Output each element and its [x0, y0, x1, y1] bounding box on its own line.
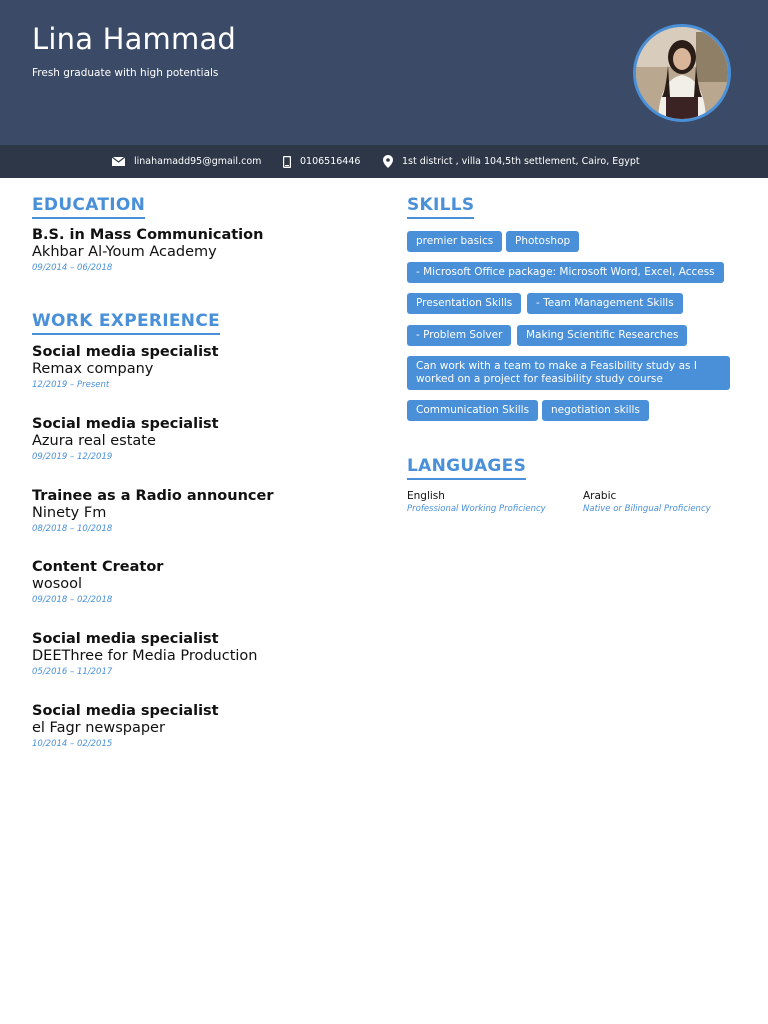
skill-tag: Communication Skills [407, 400, 538, 421]
degree-title: B.S. in Mass Communication [32, 227, 264, 243]
work-entry [32, 416, 372, 464]
work-entry [32, 559, 372, 607]
job-title: Trainee as a Radio announcer [32, 488, 274, 504]
skill-tag: - Microsoft Office package: Microsoft Word, Excel, Access [407, 262, 724, 283]
work-entry [32, 488, 372, 536]
company-name: Azura real estate [32, 433, 156, 449]
candidate-tagline: Fresh graduate with high potentials [32, 67, 219, 79]
skill-tag: negotiation skills [542, 400, 649, 421]
skill-tag: premier basics [407, 231, 502, 252]
job-date: 05/2016 – 11/2017 [32, 667, 113, 677]
company-name: el Fagr newspaper [32, 720, 165, 736]
job-date: 09/2018 – 02/2018 [32, 595, 113, 605]
location-pin-icon [383, 155, 393, 168]
job-date: 12/2019 – Present [32, 380, 110, 390]
contact-bar [0, 145, 768, 178]
languages-heading: LANGUAGES [407, 456, 526, 480]
skill-tag: Presentation Skills [407, 293, 521, 314]
job-title: Content Creator [32, 559, 164, 575]
language-name: Arabic [583, 490, 617, 502]
job-title: Social media specialist [32, 416, 219, 432]
profile-photo-image [636, 27, 728, 119]
skill-tag: - Problem Solver [407, 325, 511, 346]
email-text: linahamadd95@gmail.com [134, 156, 262, 167]
language-entry [407, 489, 577, 515]
skills-heading: SKILLS [407, 195, 474, 219]
skill-tag: Making Scientific Researches [517, 325, 687, 346]
address-text: 1st district , villa 104,5th settlement, Cairo, Egypt [402, 156, 640, 167]
company-name: wosool [32, 576, 83, 592]
contact-phone[interactable] [283, 145, 360, 178]
email-icon [112, 157, 125, 166]
work-entry [32, 631, 372, 679]
education-entry [32, 227, 372, 275]
resume-header [0, 0, 768, 145]
job-title: Social media specialist [32, 631, 219, 647]
company-name: Ninety Fm [32, 505, 107, 521]
school-name: Akhbar Al-Youm Academy [32, 244, 217, 260]
mobile-phone-icon [283, 156, 291, 168]
education-heading: EDUCATION [32, 195, 145, 219]
skill-tag: Can work with a team to make a Feasibility study as I worked on a project for feasibility study course [407, 356, 730, 390]
education-date: 09/2014 – 06/2018 [32, 263, 113, 273]
language-name: English [407, 490, 445, 502]
profile-photo [633, 24, 731, 122]
phone-text: 0106516446 [300, 156, 361, 167]
job-title: Social media specialist [32, 344, 219, 360]
contact-email[interactable] [112, 145, 261, 178]
language-proficiency: Professional Working Proficiency [407, 504, 546, 514]
company-name: Remax company [32, 361, 154, 377]
language-proficiency: Native or Bilingual Proficiency [583, 504, 711, 514]
job-date: 09/2019 – 12/2019 [32, 452, 113, 462]
contact-address [383, 145, 640, 178]
skill-tag: - Team Management Skills [527, 293, 683, 314]
job-date: 10/2014 – 02/2015 [32, 739, 113, 749]
job-title: Social media specialist [32, 703, 219, 719]
company-name: DEEThree for Media Production [32, 648, 258, 664]
language-entry [583, 489, 753, 515]
skill-tag: Photoshop [506, 231, 579, 252]
work-entry [32, 703, 372, 751]
candidate-name: Lina Hammad [32, 22, 237, 56]
job-date: 08/2018 – 10/2018 [32, 524, 113, 534]
work-experience-heading: WORK EXPERIENCE [32, 311, 220, 335]
work-entry [32, 344, 372, 392]
